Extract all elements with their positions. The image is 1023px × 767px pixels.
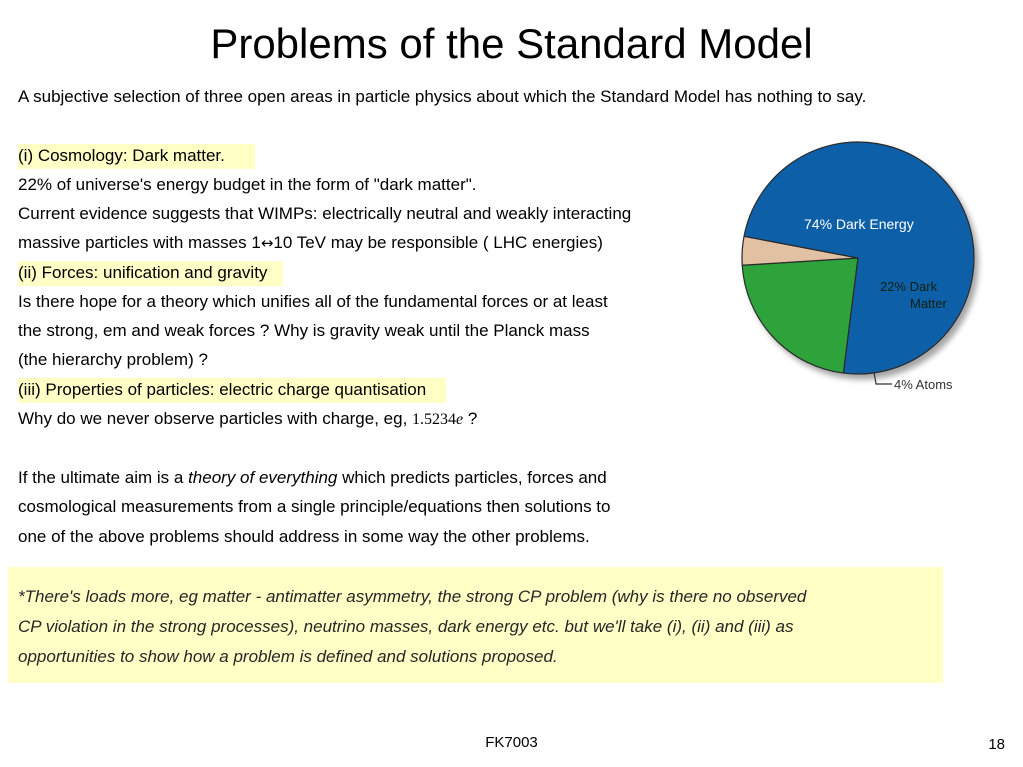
footnote-line-3: opportunities to show how a problem is defined and solutions proposed. (18, 647, 558, 666)
footer-course-code: FK7003 (485, 734, 538, 751)
dark-energy-label: 74% Dark Energy (804, 216, 914, 232)
forces-heading-text: (ii) Forces: unification and gravity (18, 261, 283, 286)
particles-heading-text: (iii) Properties of particles: electric charge quantisation (18, 378, 446, 403)
forces-heading (18, 262, 283, 284)
conclusion-line-3: one of the above problems should address in some way the other problems. (18, 527, 590, 546)
particles-line-1 (18, 408, 477, 431)
footnote-box (8, 567, 943, 683)
cosmology-line-1: 22% of universe's energy budget in the form of "dark matter". (18, 175, 477, 194)
footnote-line-2: CP violation in the strong processes), neutrino masses, dark energy etc. but we'll take (i), (ii) and (iii) as (18, 617, 794, 636)
cosmology-line-3-part-a: massive particles with masses 1 (18, 233, 261, 252)
atoms-leader-line (874, 372, 892, 384)
forces-line-2: the strong, em and weak forces ? Why is gravity weak until the Planck mass (18, 321, 590, 340)
subtitle: A subjective selection of three open areas in particle physics about which the Standard Model has nothing to say. (18, 87, 867, 106)
dark-matter-label-2: Matter (910, 296, 947, 311)
energy-budget-pie-chart (736, 140, 996, 402)
cosmology-line-2: Current evidence suggests that WIMPs: electrically neutral and weakly interacting (18, 204, 632, 223)
charge-unit: e (456, 411, 464, 428)
forces-line-1: Is there hope for a theory which unifies all of the fundamental forces or at least (18, 292, 608, 311)
conclusion-line-2: cosmological measurements from a single principle/equations then solutions to (18, 497, 611, 516)
cosmology-line-3 (18, 232, 603, 254)
theory-of-everything-emphasis: theory of everything (188, 468, 338, 487)
charge-value: 1.5234 (412, 411, 457, 428)
particles-line-1-part-a: Why do we never observe particles with charge, eg, (18, 409, 413, 428)
cosmology-line-3-part-c: LHC energies) (493, 233, 603, 252)
dark-matter-label-1: 22% Dark (880, 279, 938, 294)
pie-slices (742, 142, 974, 374)
cosmology-heading (18, 145, 255, 167)
conclusion-line-1 (18, 467, 607, 489)
cosmology-heading-text: (i) Cosmology: Dark matter. (18, 144, 255, 169)
atoms-label: 4% Atoms (894, 377, 953, 392)
cosmology-line-3-part-b: 10 TeV may be responsible ( (273, 233, 494, 252)
page-number: 18 (988, 736, 1005, 753)
forces-line-3: (the hierarchy problem) ? (18, 350, 208, 369)
page-title: Problems of the Standard Model (210, 20, 813, 67)
conclusion-line-1-part-a: If the ultimate aim is a (18, 468, 189, 487)
pie-slice-dark-matter (742, 258, 858, 373)
particles-heading (18, 379, 446, 401)
double-arrow-symbol: ↔ (260, 234, 274, 252)
particles-line-1-part-b: ? (463, 409, 478, 428)
conclusion-line-1-part-b: which predicts particles, forces and (337, 468, 607, 487)
footnote-line-1: *There's loads more, eg matter - antimatter asymmetry, the strong CP problem (why is there no observed (18, 587, 807, 606)
